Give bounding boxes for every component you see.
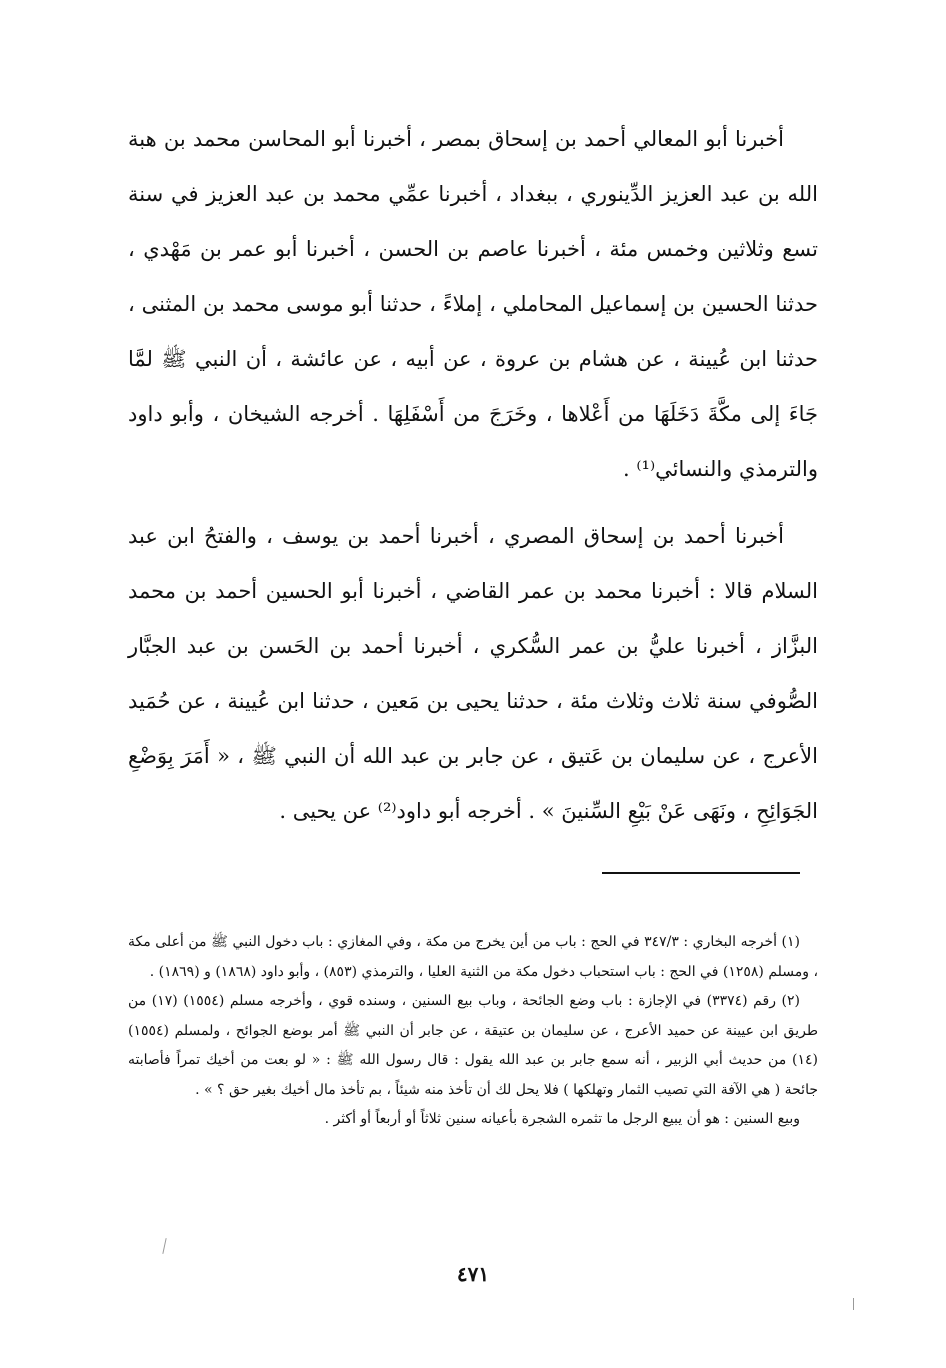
footnote-text: (٢) رقم (٣٣٧٤) في الإجازة : باب وضع الجائحة ، وباب بيع السنين ، وسنده قوي ، وأخرجه مسلم (١٥٥٤) (١٧) من طريق ابن عيينة عن حميد الأعرج ، عن سليمان بن عتيقة ، عن جابر أن النبي ﷺ أمر بوضع الجوائح ، ولمسلم (١٥٥٤) (١٤) من حديث أبي الزبير ، أنه سمع جابر بن عبد الله يقول : قال رسول الله ﷺ : « لو بعت من أخيك تمراً فأصابته جائحة ( هي الآفة التي تصيب الثمار وتهلكها ) فلا يحل لك أن تأخذ منه شيئاً ، بم تأخذ مال أخيك بغير حق ؟ » . bbox=[128, 993, 818, 1098]
page-number: ٤٧١ bbox=[456, 1262, 490, 1286]
footnote-separator bbox=[602, 872, 800, 874]
paragraph bbox=[128, 509, 818, 839]
footnote bbox=[128, 987, 818, 1105]
footnote bbox=[128, 1105, 818, 1135]
scan-speck bbox=[853, 1298, 854, 1310]
footnote-text: وبيع السنين : هو أن يبيع الرجل ما تثمره الشجرة بأعيانه سنين ثلاثاً أو أربعاً أو أكثر . bbox=[324, 1111, 800, 1127]
main-text bbox=[128, 112, 818, 839]
paragraph bbox=[128, 112, 818, 497]
footnote-text: (١) أخرجه البخاري : ٣٤٧/٣ في الحج : باب من أين يخرج من مكة ، وفي المغازي : باب دخول النبي ﷺ من أعلى مكة ، ومسلم (١٢٥٨) في الحج : باب استحباب دخول مكة من الثنية العليا ، والترمذي (٨٥٣) ، وأبو داود (١٨٦٨) و (١٨٦٩) . bbox=[128, 934, 818, 980]
footnotes bbox=[128, 928, 818, 1135]
scan-speck bbox=[162, 1238, 166, 1254]
paragraph-text: أخبرنا أبو المعالي أحمد بن إسحاق بمصر ، أخبرنا أبو المحاسن محمد بن هبة الله بن عبد العزيز الدِّينوري ، ببغداد ، أخبرنا عمِّي محمد بن عبد العزيز في سنة تسع وثلاثين وخمس مئة ، أخبرنا عاصم بن الحسن ، أخبرنا أبو عمر بن مَهْدي ، حدثنا الحسين بن إسماعيل المحاملي ، إملاءً ، حدثنا أبو موسى محمد بن المثنى ، حدثنا ابن عُيينة ، عن هشام بن عروة ، عن أبيه ، عن عائشة ، أن النبي ﷺ لمَّا جَاءَ إلى مكَّةَ دَخَلَهَا من أَعْلاها ، وخَرَجَ من أَسْفَلِهَا . أخرجه الشيخان ، وأبو داود والترمذي والنسائي⁽¹⁾ . bbox=[128, 127, 818, 481]
paragraph-text: أخبرنا أحمد بن إسحاق المصري ، أخبرنا أحمد بن يوسف ، والفتحُ ابن عبد السلام قالا : أخبرنا محمد بن عمر القاضي ، أخبرنا أبو الحسين أحمد بن محمد البزَّاز ، أخبرنا عليُّ بن عمر السُّكري ، أخبرنا أحمد بن الحَسن بن عبد الجبَّار الصُّوفي سنة ثلاث وثلاث مئة ، حدثنا يحيى بن مَعين ، حدثنا ابن عُيينة ، عن حُمَيد الأعرج ، عن سليمان بن عَتيق ، عن جابر بن عبد الله أن النبي ﷺ ، « أَمَرَ بِوَضْعِ الجَوَائِحِ ، ونَهَى عَنْ بَيْعِ السِّنينَ » . أخرجه أبو داود⁽²⁾ عن يحيى . bbox=[128, 524, 818, 823]
footnote bbox=[128, 928, 818, 987]
